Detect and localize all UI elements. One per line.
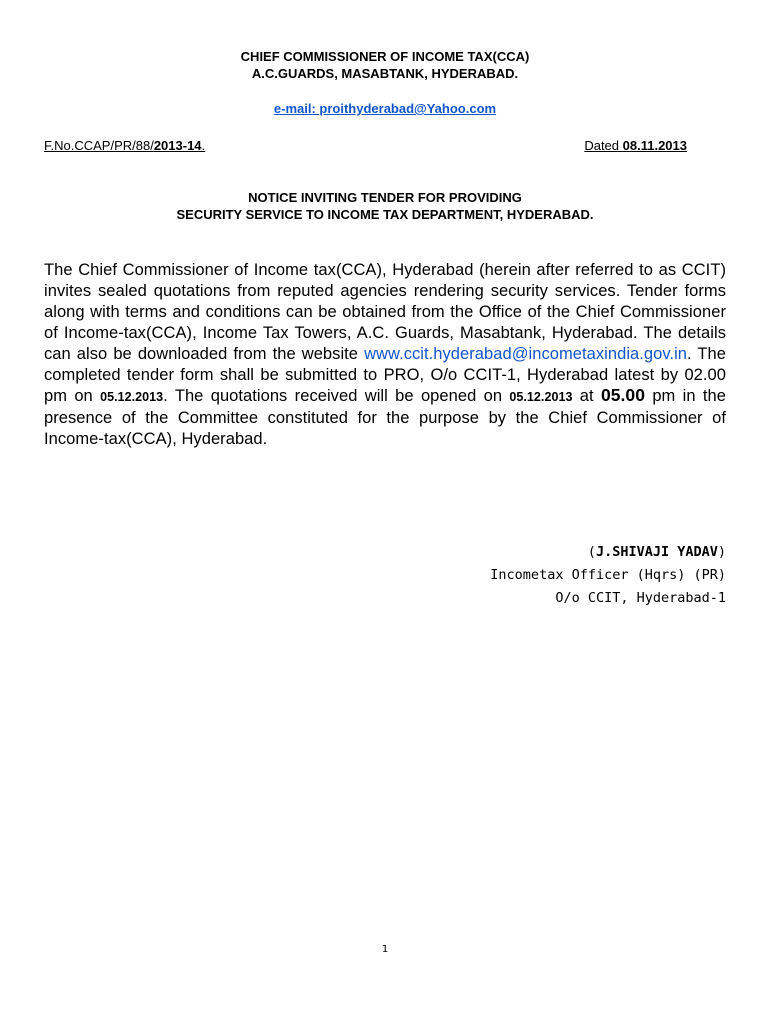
file-number-suffix: . bbox=[201, 138, 206, 153]
dated-label: Dated bbox=[584, 138, 623, 153]
notice-title-line2: SECURITY SERVICE TO INCOME TAX DEPARTMENT, HYDERABAD. bbox=[176, 207, 594, 222]
dated-value: 08.11.2013 bbox=[622, 138, 687, 153]
signatory-name bbox=[588, 544, 726, 561]
date-line bbox=[584, 138, 687, 154]
notice-title-line1: NOTICE INVITING TENDER FOR PROVIDING bbox=[248, 190, 522, 205]
office-title: CHIEF COMMISSIONER OF INCOME TAX(CCA) bbox=[240, 49, 530, 64]
file-number-year: 2013-14 bbox=[153, 138, 202, 153]
body-part2: . The completed tender form shall be submitted to PRO, O/o CCIT-1, Hyderabad latest by 02.00 pm on bbox=[44, 344, 726, 406]
body-part3: . The quotations received will be opened on bbox=[163, 387, 510, 406]
body-part5: pm in the presence of the Committee constituted for the purpose by the Chief Commissioner of Income-tax(CCA), Hyderabad. bbox=[44, 387, 726, 449]
signatory-office: O/o CCIT, Hyderabad-1 bbox=[555, 590, 726, 606]
signatory-close-paren: ) bbox=[717, 544, 726, 560]
file-number-prefix: F.No.CCAP/PR/88/ bbox=[44, 138, 154, 153]
website-link[interactable]: www.ccit.hyderabad@incometaxindia.gov.in bbox=[364, 344, 688, 363]
page-number: 1 bbox=[381, 944, 389, 955]
office-address: A.C.GUARDS, MASABTANK, HYDERABAD. bbox=[251, 66, 519, 81]
signatory-open-paren: ( bbox=[587, 544, 596, 560]
body-part1: The Chief Commissioner of Income tax(CCA), Hyderabad (herein after referred to as CCIT) invites sealed quotations from reputed agencies rendering security services. Tender forms along with terms and conditions can be obtained from the Office of the Chief Commissioner of Income-tax(CCA), Income Tax Towers, A.C. Guards, Masabtank, Hyderabad. The details can also be downloaded from the website bbox=[44, 261, 726, 363]
email-line bbox=[0, 101, 770, 117]
notice-body bbox=[44, 260, 726, 450]
email-link[interactable]: e-mail: proithyderabad@Yahoo.com bbox=[273, 101, 497, 116]
signatory-title: Incometax Officer (Hqrs) (PR) bbox=[490, 567, 726, 583]
file-number bbox=[44, 138, 205, 154]
opening-date: 05.12.2013 bbox=[509, 390, 573, 405]
submission-date: 05.12.2013 bbox=[100, 390, 164, 405]
opening-time: 05.00 bbox=[600, 385, 645, 406]
body-part4: at bbox=[572, 387, 601, 406]
signatory-name-text: J.SHIVAJI YADAV bbox=[595, 544, 718, 560]
